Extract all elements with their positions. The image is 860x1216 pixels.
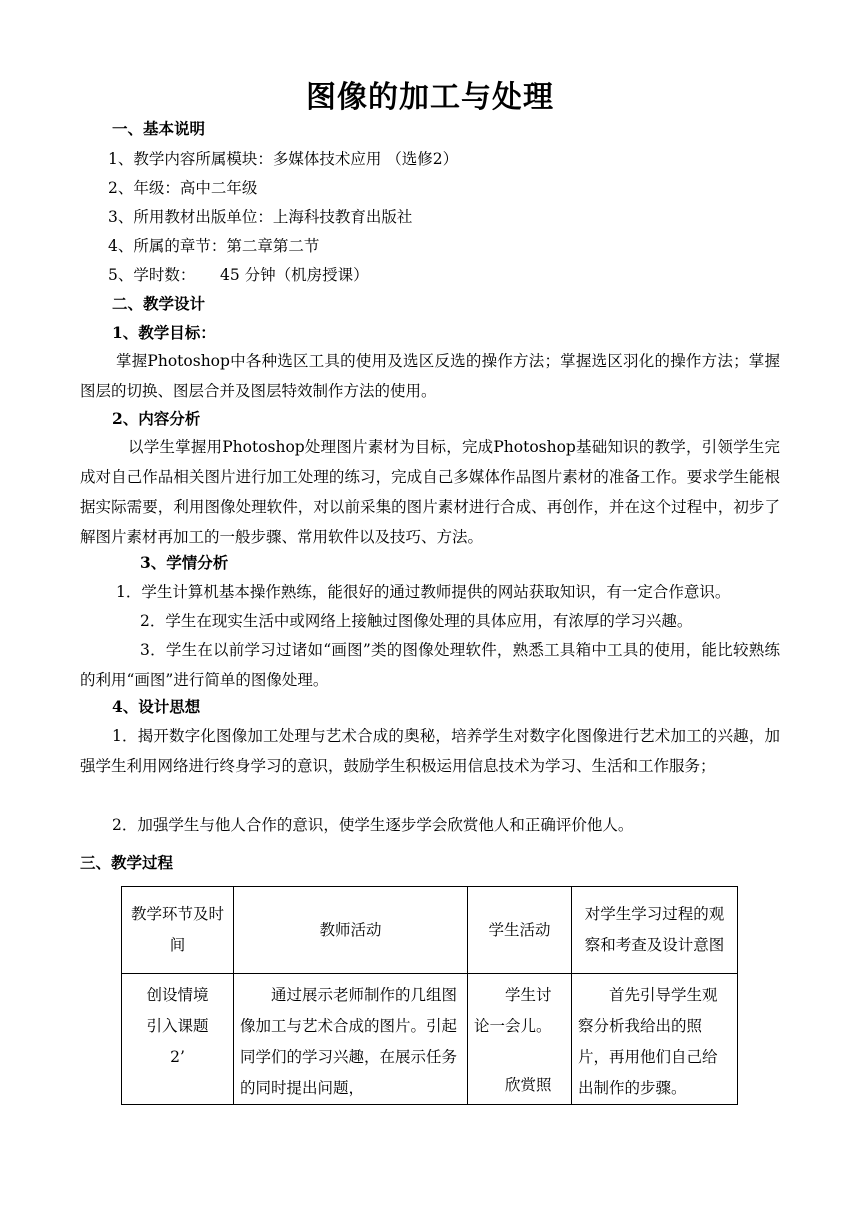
student-activity-cell — [468, 974, 572, 1105]
table-header-row — [122, 887, 738, 974]
stage-line: 引入课题 — [146, 1017, 209, 1035]
basic-item: 5、学时数： 45 分钟（机房授课） — [108, 266, 369, 284]
stage-line: 2’ — [170, 1048, 185, 1066]
section-heading-process: 三、教学过程 — [80, 853, 174, 872]
stage-line: 创设情境 — [146, 986, 209, 1004]
idea-item: 2．加强学生与他人合作的意识，使学生逐步学会欣赏他人和正确评价他人。 — [112, 816, 634, 834]
idea-item: 1．揭开数字化图像加工处理与艺术合成的奥秘，培养学生对数字化图像进行艺术加工的兴趣，加强学生利用网络进行终身学习的意识，鼓励学生积极运用信息技术为学习、生活和工作服务； — [80, 727, 780, 775]
learner-item: 3．学生在以前学习过诸如“画图”类的图像处理软件，熟悉工具箱中工具的使用，能比较熟练的利用“画图”进行简单的图像处理。 — [80, 641, 780, 689]
table-row — [122, 974, 738, 1105]
learner-heading: 3、学情分析 — [140, 553, 229, 572]
basic-item: 1、教学内容所属模块：多媒体技术应用 （选修2） — [108, 150, 459, 168]
student-activity-text: 学生讨论一会儿。 — [474, 986, 552, 1035]
design-intent-cell: 首先引导学生观察分析我给出的照片，再用他们自己给出制作的步骤。 — [572, 974, 738, 1105]
basic-item: 4、所属的章节：第二章第二节 — [108, 237, 320, 255]
basic-item: 2、年级：高中二年级 — [108, 179, 258, 197]
section-heading-basic: 一、基本说明 — [112, 119, 206, 138]
learner-item: 1．学生计算机基本操作熟练，能很好的通过教师提供的网站获取知识，有一定合作意识。 — [116, 583, 731, 601]
learner-item: 2．学生在现实生活中或网络上接触过图像处理的具体应用，有浓厚的学习兴趣。 — [140, 612, 693, 630]
goal-heading: 1、教学目标： — [112, 323, 216, 342]
content-heading: 2、内容分析 — [112, 409, 201, 428]
header-cell: 对学生学习过程的观察和考查及设计意图 — [572, 887, 738, 974]
header-cell: 教师活动 — [234, 887, 468, 974]
header-cell: 教学环节及时间 — [122, 887, 234, 974]
teacher-activity-cell: 通过展示老师制作的几组图像加工与艺术合成的图片。引起同学们的学习兴趣，在展示任务的同时提出问题， — [234, 974, 468, 1105]
student-activity-text: 欣赏照 — [505, 1076, 552, 1094]
section-heading-design: 二、教学设计 — [112, 294, 206, 313]
content-text: 以学生掌握用Photoshop处理图片素材为目标，完成Photoshop基础知识的教学，引领学生完成对自己作品相关图片进行加工处理的练习，完成自己多媒体作品图片素材的准备工作。要求学生能根据实际需要，利用图像处理软件，对以前采集的图片素材进行合成、再创作，并在这个过程中，初步了解图片素材再加工的一般步骤、常用软件以及技巧、方法。 — [80, 438, 780, 546]
header-cell: 学生活动 — [468, 887, 572, 974]
goal-text: 掌握Photoshop中各种选区工具的使用及选区反选的操作方法；掌握选区羽化的操作方法；掌握图层的切换、图层合并及图层特效制作方法的使用。 — [80, 352, 780, 400]
idea-heading: 4、设计思想 — [112, 697, 201, 716]
stage-cell — [122, 974, 234, 1105]
page-title: 图像的加工与处理 — [306, 80, 554, 115]
process-table — [121, 886, 738, 1105]
basic-item: 3、所用教材出版单位：上海科技教育出版社 — [108, 208, 413, 226]
